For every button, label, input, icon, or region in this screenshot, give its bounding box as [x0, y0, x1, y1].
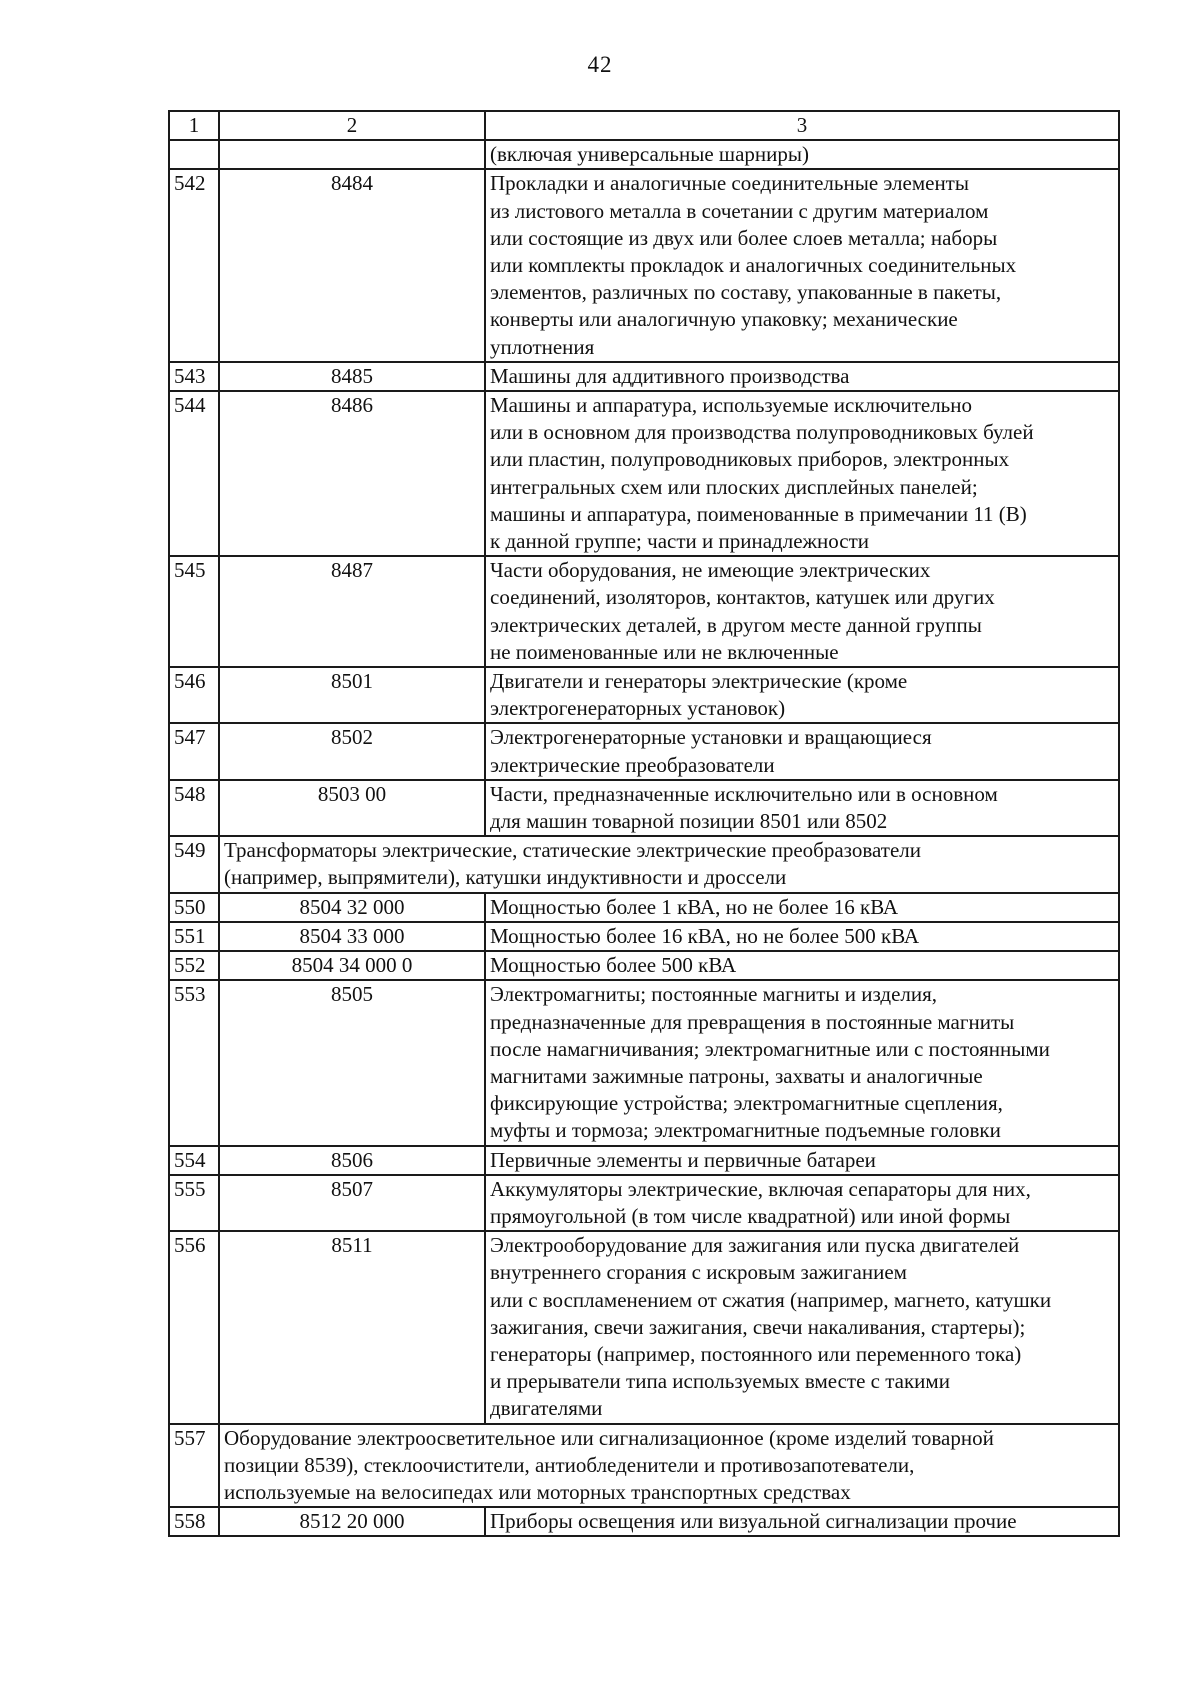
commodity-description: [485, 556, 1119, 667]
commodity-code: 8506: [219, 1146, 485, 1175]
header-col-3: 3: [485, 111, 1119, 140]
header-col-2: 2: [219, 111, 485, 140]
commodity-code: 8512 20 000: [219, 1507, 485, 1536]
description-line: или с воспламенением от сжатия (например, магнето, катушки: [490, 1287, 1052, 1312]
continuation-code-cell: [219, 140, 485, 169]
description-line: Трансформаторы электрические, статические электрические преобразователи: [224, 838, 921, 863]
row-number: 548: [169, 780, 219, 836]
description-line: машины и аппаратура, поименованные в примечании 11 (В): [490, 501, 1027, 526]
row-number: 558: [169, 1507, 219, 1536]
description-line: соединений, изоляторов, контактов, катушек или других: [490, 585, 995, 610]
description-line: внутреннего сгорания с искровым зажиганием: [490, 1260, 907, 1285]
description-line: не поименованные или не включенные: [490, 639, 839, 664]
row-number: 552: [169, 951, 219, 980]
commodity-code: 8505: [219, 980, 485, 1145]
description-line: или состоящие из двух или более слоев металла; наборы: [490, 225, 998, 250]
table-row: [169, 836, 1119, 892]
row-number: 542: [169, 169, 219, 361]
table-row: [169, 893, 1119, 922]
row-number: 544: [169, 391, 219, 556]
group-description: [219, 836, 1119, 892]
table-row: [169, 780, 1119, 836]
table-row: [169, 169, 1119, 361]
table-row: [169, 980, 1119, 1145]
table-row: [169, 1424, 1119, 1508]
table-row: [169, 1146, 1119, 1175]
commodity-description: [485, 1175, 1119, 1231]
description-line: прямоугольной (в том числе квадратной) или иной формы: [490, 1203, 1011, 1228]
commodity-code: 8507: [219, 1175, 485, 1231]
commodity-description: [485, 1146, 1119, 1175]
commodity-code: 8502: [219, 723, 485, 779]
description-line: Двигатели и генераторы электрические (кроме: [490, 669, 908, 694]
description-line: используемые на велосипедах или моторных транспортных средствах: [224, 1479, 851, 1504]
table-row: [169, 922, 1119, 951]
description-line: Части оборудования, не имеющие электрических: [490, 558, 931, 583]
table-header-row: [169, 111, 1119, 140]
commodity-description: [485, 391, 1119, 556]
description-line: из листового металла в сочетании с другим материалом: [490, 198, 989, 223]
description-line: Электрооборудование для зажигания или пуска двигателей: [490, 1233, 1020, 1258]
commodity-description: [485, 667, 1119, 723]
row-number: 555: [169, 1175, 219, 1231]
page-number: 42: [587, 52, 613, 77]
commodity-description: [485, 951, 1119, 980]
description-line: фиксирующие устройства; электромагнитные сцепления,: [490, 1091, 1003, 1116]
description-line: или комплекты прокладок и аналогичных соединительных: [490, 253, 1017, 278]
description-line: Мощностью более 1 кВА, но не более 16 кВА: [490, 894, 899, 919]
table-row: [169, 391, 1119, 556]
description-line: и прерыватели типа используемых вместе с такими: [490, 1369, 950, 1394]
description-line: Мощностью более 500 кВА: [490, 953, 737, 978]
description-line: зажигания, свечи зажигания, свечи накаливания, стартеры);: [490, 1314, 1026, 1339]
description-line: магнитами зажимные патроны, захваты и аналогичные: [490, 1063, 983, 1088]
commodity-code: 8485: [219, 362, 485, 391]
description-line: Машины для аддитивного производства: [490, 363, 850, 388]
table-row: [169, 723, 1119, 779]
description-line: Прокладки и аналогичные соединительные элементы: [490, 171, 969, 196]
commodity-description: [485, 780, 1119, 836]
description-line: электрических деталей, в другом месте данной группы: [490, 612, 982, 637]
description-line: электрогенераторных установок): [490, 696, 786, 721]
commodity-description: [485, 1231, 1119, 1423]
description-line: позиции 8539), стеклоочистители, антиобледенители и противозапотеватели,: [224, 1452, 915, 1477]
description-line: Аккумуляторы электрические, включая сепараторы для них,: [490, 1176, 1031, 1201]
commodity-code: 8504 32 000: [219, 893, 485, 922]
row-number: 546: [169, 667, 219, 723]
description-line: двигателями: [490, 1396, 603, 1421]
continuation-row: [169, 140, 1119, 169]
row-number: 551: [169, 922, 219, 951]
description-line: Машины и аппаратура, используемые исключительно: [490, 393, 972, 418]
row-number: 556: [169, 1231, 219, 1423]
table-row: [169, 667, 1119, 723]
description-line: для машин товарной позиции 8501 или 8502: [490, 809, 888, 834]
row-number: 557: [169, 1424, 219, 1508]
continuation-text: (включая универсальные шарниры): [485, 140, 1119, 169]
continuation-num-cell: [169, 140, 219, 169]
commodity-code: 8487: [219, 556, 485, 667]
commodity-description: [485, 362, 1119, 391]
row-number: 553: [169, 980, 219, 1145]
commodity-description: [485, 1507, 1119, 1536]
row-number: 554: [169, 1146, 219, 1175]
commodity-code: 8511: [219, 1231, 485, 1423]
table-row: [169, 362, 1119, 391]
goods-table: [168, 110, 1120, 1537]
row-number: 545: [169, 556, 219, 667]
description-line: после намагничивания; электромагнитные или с постоянными: [490, 1036, 1050, 1061]
description-line: к данной группе; части и принадлежности: [490, 529, 870, 554]
row-number: 549: [169, 836, 219, 892]
description-line: конверты или аналогичную упаковку; механические: [490, 307, 958, 332]
description-line: Первичные элементы и первичные батареи: [490, 1147, 876, 1172]
row-number: 550: [169, 893, 219, 922]
commodity-description: [485, 893, 1119, 922]
header-col-1: 1: [169, 111, 219, 140]
commodity-code: 8486: [219, 391, 485, 556]
table-row: [169, 1175, 1119, 1231]
row-number: 547: [169, 723, 219, 779]
row-number: 543: [169, 362, 219, 391]
group-description: [219, 1424, 1119, 1508]
description-line: Электрогенераторные установки и вращающиеся: [490, 725, 932, 750]
commodity-description: [485, 980, 1119, 1145]
table-row: [169, 951, 1119, 980]
description-line: или в основном для производства полупроводниковых булей: [490, 420, 1034, 445]
description-line: элементов, различных по составу, упакованные в пакеты,: [490, 280, 1002, 305]
description-line: Оборудование электроосветительное или сигнализационное (кроме изделий товарной: [224, 1425, 994, 1450]
commodity-code: 8484: [219, 169, 485, 361]
description-line: или пластин, полупроводниковых приборов, электронных: [490, 447, 1010, 472]
commodity-description: [485, 922, 1119, 951]
description-line: Мощностью более 16 кВА, но не более 500 кВА: [490, 923, 920, 948]
table-row: [169, 1507, 1119, 1536]
commodity-description: [485, 169, 1119, 361]
table-row: [169, 556, 1119, 667]
description-line: Приборы освещения или визуальной сигнализации прочие: [490, 1509, 1017, 1534]
commodity-code: 8504 33 000: [219, 922, 485, 951]
description-line: муфты и тормоза; электромагнитные подъемные головки: [490, 1118, 1001, 1143]
description-line: интегральных схем или плоских дисплейных панелей;: [490, 474, 978, 499]
commodity-code: 8504 34 000 0: [219, 951, 485, 980]
table-row: [169, 1231, 1119, 1423]
commodity-description: [485, 723, 1119, 779]
description-line: электрические преобразователи: [490, 752, 775, 777]
description-line: предназначенные для превращения в постоянные магниты: [490, 1009, 1015, 1034]
description-line: уплотнения: [490, 334, 595, 359]
commodity-code: 8503 00: [219, 780, 485, 836]
description-line: Части, предназначенные исключительно или в основном: [490, 781, 998, 806]
description-line: генераторы (например, постоянного или переменного тока): [490, 1341, 1022, 1366]
description-line: (например, выпрямители), катушки индуктивности и дроссели: [224, 865, 787, 890]
description-line: Электромагниты; постоянные магниты и изделия,: [490, 982, 938, 1007]
commodity-code: 8501: [219, 667, 485, 723]
